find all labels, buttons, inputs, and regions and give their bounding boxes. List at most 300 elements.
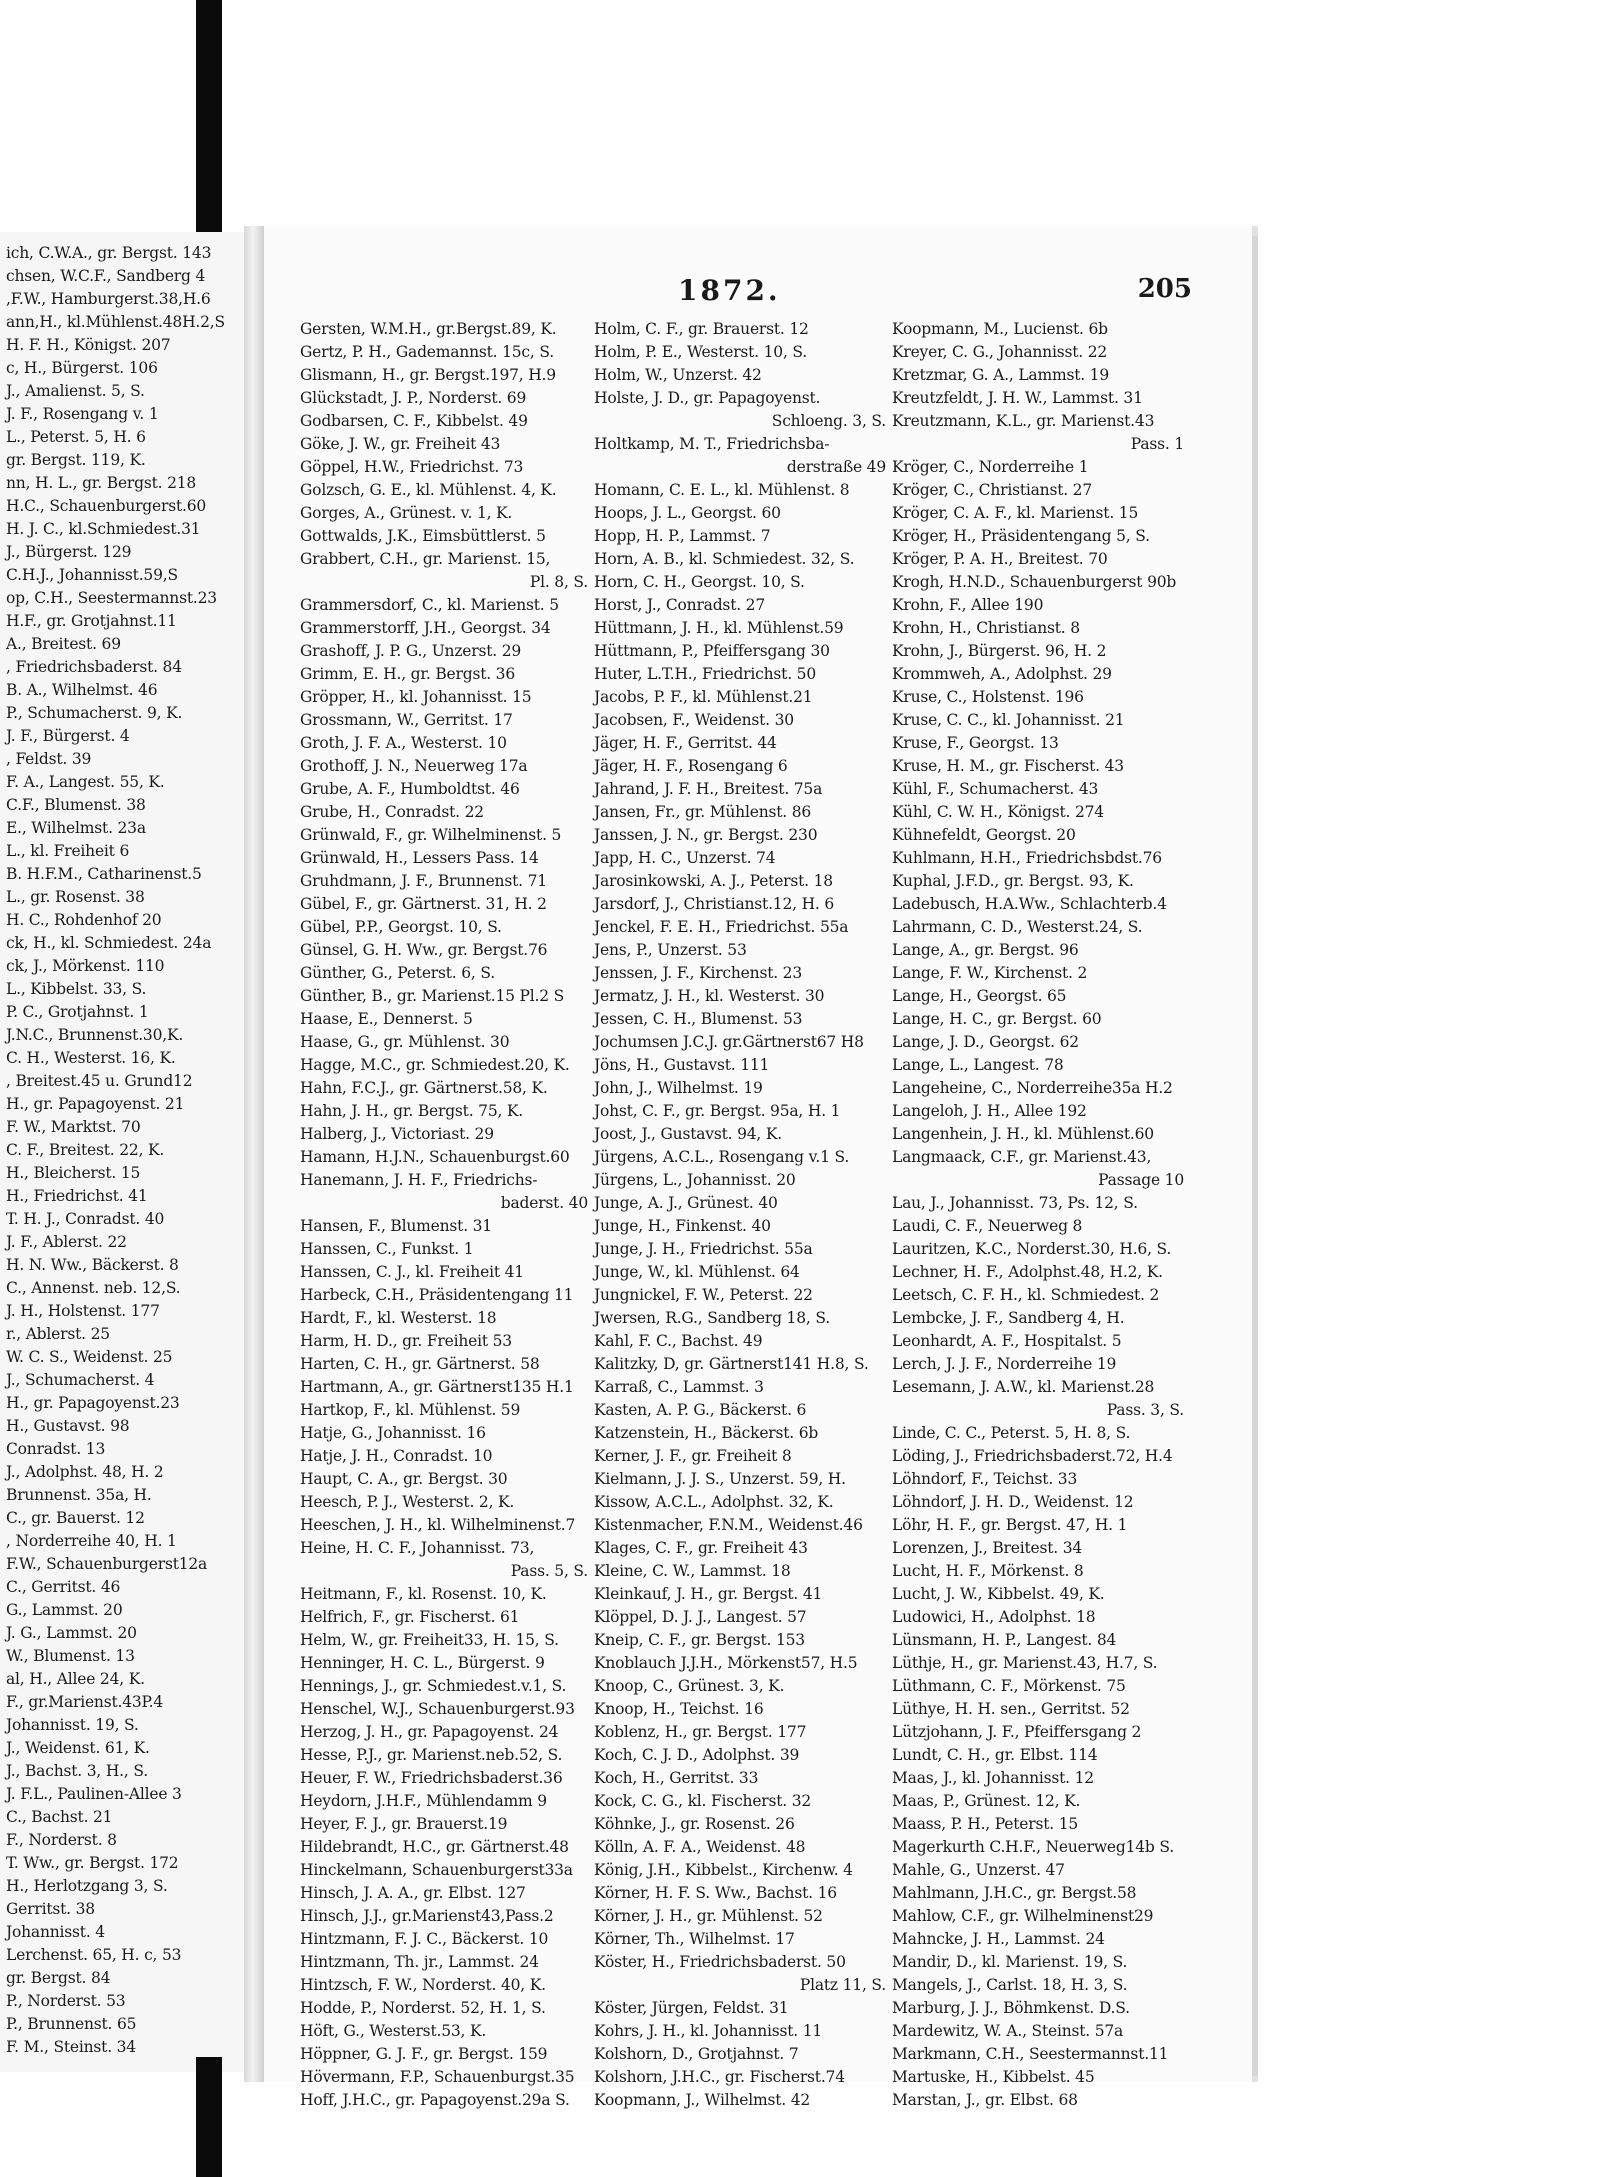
directory-entry: Hagge, M.C., gr. Schmiedest.20, K. (300, 1056, 570, 1074)
directory-entry: Heyer, F. J., gr. Brauerst.19 (300, 1815, 508, 1833)
directory-entry: Kielmann, J. J. S., Unzerst. 59, H. (594, 1470, 846, 1488)
right-page (264, 226, 1252, 2109)
directory-entry: Heesch, P. J., Westerst. 2, K. (300, 1493, 515, 1511)
directory-entry: Conradst. 13 (6, 1440, 106, 1458)
directory-entry: Holtkamp, M. T., Friedrichsba- (594, 435, 830, 453)
directory-entry: Hoops, J. L., Georgst. 60 (594, 504, 781, 522)
directory-entry: Henninger, H. C. L., Bürgerst. 9 (300, 1654, 545, 1672)
directory-entry: Henschel, W.J., Schauenburgerst.93 (300, 1700, 575, 1718)
directory-entry: F., gr.Marienst.43P.4 (6, 1693, 164, 1711)
left-page-text (6, 242, 225, 2059)
directory-entry: Lorenzen, J., Breitest. 34 (892, 1539, 1083, 1557)
directory-entry: J. H., Holstenst. 177 (6, 1302, 160, 1320)
book-spine (244, 226, 264, 2082)
directory-entry: P., Norderst. 53 (6, 1992, 126, 2010)
directory-entry: Kühl, C. W. H., Königst. 274 (892, 803, 1104, 821)
directory-entry: John, J., Wilhelmst. 19 (594, 1079, 763, 1097)
directory-entry: Jacobsen, F., Weidenst. 30 (594, 711, 794, 729)
directory-entry: Martuske, H., Kibbelst. 45 (892, 2068, 1095, 2086)
directory-entry: Horn, A. B., kl. Schmiedest. 32, S. (594, 550, 855, 568)
page-header (264, 274, 1252, 314)
directory-entry: T. Ww., gr. Bergst. 172 (6, 1854, 179, 1872)
directory-entry: H., Bleicherst. 15 (6, 1164, 141, 1182)
directory-entry: Lucht, H. F., Mörkenst. 8 (892, 1562, 1084, 1580)
directory-entry: C., Bachst. 21 (6, 1808, 113, 1826)
directory-entry: Hinsch, J. A. A., gr. Elbst. 127 (300, 1884, 526, 1902)
directory-entry: Höppner, G. J. F., gr. Bergst. 159 (300, 2045, 548, 2063)
directory-entry: C., Annenst. neb. 12,S. (6, 1279, 181, 1297)
directory-entry: P., Brunnenst. 65 (6, 2015, 137, 2033)
directory-entry: Kissow, A.C.L., Adolphst. 32, K. (594, 1493, 834, 1511)
directory-entry: Hodde, P., Norderst. 52, H. 1, S. (300, 1999, 546, 2017)
directory-entry: W., Blumenst. 13 (6, 1647, 135, 1665)
directory-entry: Magerkurth C.H.F., Neuerweg14b S. (892, 1838, 1174, 1856)
directory-entry: Jarsdorf, J., Christianst.12, H. 6 (594, 895, 835, 913)
directory-entry: Helm, W., gr. Freiheit33, H. 15, S. (300, 1631, 559, 1649)
directory-entry: Ludowici, H., Adolphst. 18 (892, 1608, 1096, 1626)
directory-entry: Koch, C. J. D., Adolphst. 39 (594, 1746, 800, 1764)
directory-entry: Hintzmann, F. J. C., Bäckerst. 10 (300, 1930, 549, 1948)
directory-entry: al, H., Allee 24, K. (6, 1670, 145, 1688)
directory-entry: Krohn, J., Bürgerst. 96, H. 2 (892, 642, 1107, 660)
directory-entry: Herzog, J. H., gr. Papagoyenst. 24 (300, 1723, 559, 1741)
directory-entry: Langenhein, J. H., kl. Mühlenst.60 (892, 1125, 1154, 1143)
directory-entry: Kleinkauf, J. H., gr. Bergst. 41 (594, 1585, 823, 1603)
directory-entry: Gerritst. 38 (6, 1900, 95, 1918)
directory-entry: Lange, F. W., Kirchenst. 2 (892, 964, 1088, 982)
directory-entry: Langmaack, C.F., gr. Marienst.43, (892, 1148, 1152, 1166)
directory-entry: Lahrmann, C. D., Westerst.24, S. (892, 918, 1143, 936)
directory-entry: Kreutzmann, K.L., gr. Marienst.43 (892, 412, 1155, 430)
directory-entry: Göke, J. W., gr. Freiheit 43 (300, 435, 501, 453)
directory-entry: H., Herlotzgang 3, S. (6, 1877, 168, 1895)
directory-entry: Junge, J. H., Friedrichst. 55a (594, 1240, 813, 1258)
directory-entry: Koblenz, H., gr. Bergst. 177 (594, 1723, 807, 1741)
page-edge (1252, 236, 1258, 2076)
directory-entry: Mahncke, J. H., Lammst. 24 (892, 1930, 1105, 1948)
directory-entry: J. F., Rosengang v. 1 (6, 405, 159, 423)
directory-entry: Lau, J., Johannisst. 73, Ps. 12, S. (892, 1194, 1138, 1212)
directory-entry: Koopmann, J., Wilhelmst. 42 (594, 2091, 811, 2109)
directory-entry: Kleine, C. W., Lammst. 18 (594, 1562, 791, 1580)
directory-entry: Lauritzen, K.C., Norderst.30, H.6, S. (892, 1240, 1172, 1258)
directory-entry: Mahlow, C.F., gr. Wilhelminenst29 (892, 1907, 1154, 1925)
directory-entry: Mangels, J., Carlst. 18, H. 3, S. (892, 1976, 1128, 1994)
directory-entry: Jochumsen J.C.J. gr.Gärtnerst67 H8 (594, 1033, 864, 1051)
directory-entry: Hoff, J.H.C., gr. Papagoyenst.29a S. (300, 2091, 570, 2109)
directory-entry: Günther, G., Peterst. 6, S. (300, 964, 495, 982)
directory-entry: Gersten, W.M.H., gr.Bergst.89, K. (300, 320, 557, 338)
directory-entry: Maass, P. H., Peterst. 15 (892, 1815, 1079, 1833)
directory-entry: Kruse, C. C., kl. Johannisst. 21 (892, 711, 1125, 729)
directory-entry: H.F., gr. Grotjahnst.11 (6, 612, 177, 630)
directory-entry: Harm, H. D., gr. Freiheit 53 (300, 1332, 512, 1350)
directory-entry: Langeheine, C., Norderreihe35a H.2 (892, 1079, 1173, 1097)
directory-entry: Kuphal, J.F.D., gr. Bergst. 93, K. (892, 872, 1134, 890)
directory-entry: C.F., Blumenst. 38 (6, 796, 146, 814)
directory-entry: Kolshorn, J.H.C., gr. Fischerst.74 (594, 2068, 845, 2086)
directory-entry: nn, H. L., gr. Bergst. 218 (6, 474, 197, 492)
directory-entry: Krommweh, A., Adolphst. 29 (892, 665, 1112, 683)
directory-entry: Gertz, P. H., Gademannst. 15c, S. (300, 343, 554, 361)
directory-entry: gr. Bergst. 119, K. (6, 451, 146, 469)
directory-entry: F. W., Marktst. 70 (6, 1118, 141, 1136)
directory-entry: Jungnickel, F. W., Peterst. 22 (594, 1286, 813, 1304)
directory-entry: Lerch, J. J. F., Norderreihe 19 (892, 1355, 1117, 1373)
directory-entry: J. F., Ablerst. 22 (6, 1233, 127, 1251)
directory-entry: Koopmann, M., Lucienst. 6b (892, 320, 1108, 338)
directory-entry: Grammerstorff, J.H., Georgst. 34 (300, 619, 551, 637)
directory-entry: Helfrich, F., gr. Fischerst. 61 (300, 1608, 520, 1626)
directory-entry: Karraß, C., Lammst. 3 (594, 1378, 764, 1396)
directory-entry: Köhnke, J., gr. Rosenst. 26 (594, 1815, 795, 1833)
directory-entry: Hardt, F., kl. Westerst. 18 (300, 1309, 497, 1327)
directory-entry: Gottwalds, J.K., Eimsbüttlerst. 5 (300, 527, 546, 545)
directory-entry: Krohn, F., Allee 190 (892, 596, 1044, 614)
directory-entry: Hartmann, A., gr. Gärtnerst135 H.1 (300, 1378, 574, 1396)
directory-entry: Hanssen, C. J., kl. Freiheit 41 (300, 1263, 524, 1281)
directory-entry: G., Lammst. 20 (6, 1601, 123, 1619)
directory-entry: Marburg, J. J., Böhmkenst. D.S. (892, 1999, 1130, 2017)
directory-entry: Lange, J. D., Georgst. 62 (892, 1033, 1079, 1051)
directory-entry: C. H., Westerst. 16, K. (6, 1049, 176, 1067)
directory-entry: Kretzmar, G. A., Lammst. 19 (892, 366, 1110, 384)
directory-entry: Heeschen, J. H., kl. Wilhelminenst.7 (300, 1516, 576, 1534)
directory-entry: Grünwald, F., gr. Wilhelminenst. 5 (300, 826, 562, 844)
directory-entry: Krohn, H., Christianst. 8 (892, 619, 1080, 637)
directory-entry: Kröger, C., Norderreihe 1 (892, 458, 1089, 476)
directory-entry: Grube, H., Conradst. 22 (300, 803, 484, 821)
directory-entry: Jürgens, L., Johannisst. 20 (594, 1171, 796, 1189)
directory-entry: Haase, E., Dennerst. 5 (300, 1010, 473, 1028)
directory-entry: Japp, H. C., Unzerst. 74 (594, 849, 776, 867)
directory-entry: Haase, G., gr. Mühlenst. 30 (300, 1033, 510, 1051)
directory-entry: Godbarsen, C. F., Kibbelst. 49 (300, 412, 528, 430)
directory-entry: Grossmann, W., Gerritst. 17 (300, 711, 513, 729)
directory-entry: Jansen, Fr., gr. Mühlenst. 86 (594, 803, 812, 821)
directory-entry: J., Schumacherst. 4 (6, 1371, 155, 1389)
directory-entry: Johannisst. 4 (6, 1923, 105, 1941)
directory-entry: Joost, J., Gustavst. 94, K. (594, 1125, 782, 1143)
directory-entry: W. C. S., Weidenst. 25 (6, 1348, 173, 1366)
directory-entry: Hamann, H.J.N., Schauenburgst.60 (300, 1148, 570, 1166)
directory-entry: Kruse, F., Georgst. 13 (892, 734, 1059, 752)
directory-entry: Grimm, E. H., gr. Bergst. 36 (300, 665, 516, 683)
directory-entry: Pass. 3, S. (1106, 1401, 1184, 1419)
directory-entry: Klages, C. F., gr. Freiheit 43 (594, 1539, 808, 1557)
directory-entry: J., Bachst. 3, H., S. (6, 1762, 148, 1780)
directory-entry: Marstan, J., gr. Elbst. 68 (892, 2091, 1078, 2109)
directory-entry: P., Schumacherst. 9, K. (6, 704, 183, 722)
directory-entry: Lüthye, H. H. sen., Gerritst. 52 (892, 1700, 1130, 1718)
directory-entry: Kölln, A. F. A., Weidenst. 48 (594, 1838, 806, 1856)
directory-entry: Jarosinkowski, A. J., Peterst. 18 (594, 872, 833, 890)
binding-clip-bottom (196, 2057, 222, 2177)
directory-entry: Heitmann, F., kl. Rosenst. 10, K. (300, 1585, 547, 1603)
directory-entry: Knoblauch J.J.H., Mörkenst57, H.5 (594, 1654, 858, 1672)
directory-entry: Heydorn, J.H.F., Mühlendamm 9 (300, 1792, 547, 1810)
directory-entry: Jens, P., Unzerst. 53 (594, 941, 747, 959)
directory-entry: Kuhlmann, H.H., Friedrichsbdst.76 (892, 849, 1162, 867)
directory-entry: Heine, H. C. F., Johannisst. 73, (300, 1539, 535, 1557)
directory-entry: Hintzsch, F. W., Norderst. 40, K. (300, 1976, 546, 1994)
directory-entry: Gröpper, H., kl. Johannisst. 15 (300, 688, 532, 706)
directory-entry: J., Amalienst. 5, S. (6, 382, 145, 400)
directory-entry: Horn, C. H., Georgst. 10, S. (594, 573, 805, 591)
directory-entry: Hesse, P.J., gr. Marienst.neb.52, S. (300, 1746, 563, 1764)
directory-entry: Lange, L., Langest. 78 (892, 1056, 1064, 1074)
directory-entry: ck, J., Mörkenst. 110 (6, 957, 165, 975)
directory-entry: Halberg, J., Victoriast. 29 (300, 1125, 494, 1143)
directory-entry: Jenssen, J. F., Kirchenst. 23 (594, 964, 802, 982)
directory-entry: Lechner, H. F., Adolphst.48, H.2, K. (892, 1263, 1163, 1281)
directory-entry: Hopp, H. P., Lammst. 7 (594, 527, 771, 545)
directory-entry: Hüttmann, P., Pfeiffersgang 30 (594, 642, 830, 660)
directory-entry: Jöns, H., Gustavst. 111 (594, 1056, 770, 1074)
directory-entry: Lünsmann, H. P., Langest. 84 (892, 1631, 1117, 1649)
directory-entry: derstraße 49 (786, 458, 886, 476)
directory-entry: Kröger, C. A. F., kl. Marienst. 15 (892, 504, 1139, 522)
directory-entry: Köster, Jürgen, Feldst. 31 (594, 1999, 789, 2017)
directory-entry: H. N. Ww., Bäckerst. 8 (6, 1256, 179, 1274)
directory-entry: Günsel, G. H. Ww., gr. Bergst.76 (300, 941, 548, 959)
directory-entry: Kröger, H., Präsidentengang 5, S. (892, 527, 1150, 545)
directory-entry: Göppel, H.W., Friedrichst. 73 (300, 458, 524, 476)
directory-entry: Hanemann, J. H. F., Friedrichs- (300, 1171, 538, 1189)
directory-entry: Jwersen, R.G., Sandberg 18, S. (594, 1309, 830, 1327)
directory-column-1 (300, 318, 588, 2109)
directory-entry: Langeloh, J. H., Allee 192 (892, 1102, 1087, 1120)
directory-entry: H.C., Schauenburgerst.60 (6, 497, 207, 515)
directory-entry: Löding, J., Friedrichsbaderst.72, H.4 (892, 1447, 1173, 1465)
directory-entry: , Norderreihe 40, H. 1 (6, 1532, 177, 1550)
directory-entry: Mahlmann, J.H.C., gr. Bergst.58 (892, 1884, 1137, 1902)
directory-entry: Holm, C. F., gr. Brauerst. 12 (594, 320, 809, 338)
directory-entry: Kerner, J. F., gr. Freiheit 8 (594, 1447, 792, 1465)
directory-entry: L., Peterst. 5, H. 6 (6, 428, 146, 446)
directory-entry: Pass. 1 (1130, 435, 1184, 453)
directory-entry: r., Ablerst. 25 (6, 1325, 110, 1343)
directory-entry: A., Breitest. 69 (6, 635, 121, 653)
directory-entry: König, J.H., Kibbelst., Kirchenw. 4 (594, 1861, 853, 1879)
directory-entry: Jürgens, A.C.L., Rosengang v.1 S. (594, 1148, 850, 1166)
directory-entry: E., Wilhelmst. 23a (6, 819, 146, 837)
directory-entry: Glückstadt, J. P., Norderst. 69 (300, 389, 527, 407)
directory-entry: Holm, W., Unzerst. 42 (594, 366, 762, 384)
directory-entry: c, H., Bürgerst. 106 (6, 359, 158, 377)
directory-entry: B. H.F.M., Catharinenst.5 (6, 865, 202, 883)
directory-entry: Koch, H., Gerritst. 33 (594, 1769, 759, 1787)
directory-entry: H., Gustavst. 98 (6, 1417, 130, 1435)
directory-entry: Jermatz, J. H., kl. Westerst. 30 (594, 987, 825, 1005)
directory-entry: Lüthmann, C. F., Mörkenst. 75 (892, 1677, 1126, 1695)
directory-entry: Groth, J. F. A., Westerst. 10 (300, 734, 507, 752)
directory-entry: Mahle, G., Unzerst. 47 (892, 1861, 1065, 1879)
directory-entry: Ladebusch, H.A.Ww., Schlachterb.4 (892, 895, 1167, 913)
directory-entry: Junge, A. J., Grünest. 40 (594, 1194, 778, 1212)
directory-entry: Kruse, C., Holstenst. 196 (892, 688, 1084, 706)
directory-entry: Hövermann, F.P., Schauenburgst.35 (300, 2068, 575, 2086)
directory-entry: Grünwald, H., Lessers Pass. 14 (300, 849, 539, 867)
directory-entry: H. J. C., kl.Schmiedest.31 (6, 520, 201, 538)
directory-entry: J.N.C., Brunnenst.30,K. (6, 1026, 184, 1044)
directory-entry: Golzsch, G. E., kl. Mühlenst. 4, K. (300, 481, 557, 499)
directory-entry: Hatje, G., Johannisst. 16 (300, 1424, 486, 1442)
directory-entry: Janssen, J. N., gr. Bergst. 230 (594, 826, 818, 844)
directory-entry: Kahl, F. C., Bachst. 49 (594, 1332, 763, 1350)
directory-entry: Lucht, J. W., Kibbelst. 49, K. (892, 1585, 1105, 1603)
directory-entry: Löhndorf, F., Teichst. 33 (892, 1470, 1078, 1488)
directory-entry: Homann, C. E. L., kl. Mühlenst. 8 (594, 481, 850, 499)
directory-entry: Köster, H., Friedrichsbaderst. 50 (594, 1953, 846, 1971)
directory-entry: Kreutzfeldt, J. H. W., Lammst. 31 (892, 389, 1143, 407)
directory-entry: Klöppel, D. J. J., Langest. 57 (594, 1608, 807, 1626)
directory-entry: Jäger, H. F., Rosengang 6 (594, 757, 788, 775)
directory-entry: gr. Bergst. 84 (6, 1969, 111, 1987)
directory-entry: ich, C.W.A., gr. Bergst. 143 (6, 244, 212, 262)
directory-entry: H., Friedrichst. 41 (6, 1187, 148, 1205)
page-year: 1872. (678, 274, 781, 307)
directory-entry: L., kl. Freiheit 6 (6, 842, 130, 860)
directory-entry: , Feldst. 39 (6, 750, 92, 768)
directory-entry: Grube, A. F., Humboldtst. 46 (300, 780, 520, 798)
directory-entry: Jahrand, J. F. H., Breitest. 75a (594, 780, 823, 798)
directory-entry: Kistenmacher, F.N.M., Weidenst.46 (594, 1516, 863, 1534)
directory-entry: Pl. 8, S. (529, 573, 588, 591)
directory-entry: Junge, H., Finkenst. 40 (594, 1217, 771, 1235)
directory-entry: Lange, H. C., gr. Bergst. 60 (892, 1010, 1102, 1028)
directory-entry: H. F. H., Königst. 207 (6, 336, 171, 354)
directory-entry: Lange, A., gr. Bergst. 96 (892, 941, 1079, 959)
directory-entry: Hansen, F., Blumenst. 31 (300, 1217, 492, 1235)
directory-entry: Lerchenst. 65, H. c, 53 (6, 1946, 182, 1964)
directory-entry: L., Kibbelst. 33, S. (6, 980, 147, 998)
directory-entry: Kock, C. G., kl. Fischerst. 32 (594, 1792, 812, 1810)
directory-entry: Heuer, F. W., Friedrichsbaderst.36 (300, 1769, 563, 1787)
directory-entry: Kreyer, C. G., Johannisst. 22 (892, 343, 1108, 361)
directory-entry: Kruse, H. M., gr. Fischerst. 43 (892, 757, 1124, 775)
directory-entry: C.H.J., Johannisst.59,S (6, 566, 178, 584)
directory-column-2 (594, 318, 886, 2109)
directory-entry: Laudi, C. F., Neuerweg 8 (892, 1217, 1083, 1235)
directory-entry: Jacobs, P. F., kl. Mühlenst.21 (594, 688, 813, 706)
directory-entry: H., gr. Papagoyenst.23 (6, 1394, 180, 1412)
directory-entry: Grabbert, C.H., gr. Marienst. 15, (300, 550, 551, 568)
directory-entry: Holste, J. D., gr. Papagoyenst. (594, 389, 821, 407)
directory-entry: Lesemann, J. A.W., kl. Marienst.28 (892, 1378, 1155, 1396)
directory-entry: Platz 11, S. (799, 1976, 886, 1994)
directory-entry: Hinsch, J.J., gr.Marienst43,Pass.2 (300, 1907, 554, 1925)
directory-entry: Lundt, C. H., gr. Elbst. 114 (892, 1746, 1098, 1764)
directory-entry: Kröger, P. A. H., Breitest. 70 (892, 550, 1108, 568)
directory-entry: Jessen, C. H., Blumenst. 53 (594, 1010, 803, 1028)
directory-entry: , Friedrichsbaderst. 84 (6, 658, 182, 676)
directory-entry: Harbeck, C.H., Präsidentengang 11 (300, 1286, 574, 1304)
directory-entry: ann,H., kl.Mühlenst.48H.2,S (6, 313, 225, 331)
directory-entry: Linde, C. C., Peterst. 5, H. 8, S. (892, 1424, 1131, 1442)
directory-entry: Junge, W., kl. Mühlenst. 64 (594, 1263, 800, 1281)
directory-entry: Schloeng. 3, S. (771, 412, 886, 430)
directory-entry: T. H. J., Conradst. 40 (6, 1210, 165, 1228)
directory-entry: Hildebrandt, H.C., gr. Gärtnerst.48 (300, 1838, 569, 1856)
directory-entry: Maas, J., kl. Johannisst. 12 (892, 1769, 1094, 1787)
directory-entry: J., Weidenst. 61, K. (6, 1739, 150, 1757)
directory-entry: F. A., Langest. 55, K. (6, 773, 165, 791)
directory-entry: op, C.H., Seestermannst.23 (6, 589, 217, 607)
directory-entry: Knoop, H., Teichst. 16 (594, 1700, 764, 1718)
directory-entry: Knoop, C., Grünest. 3, K. (594, 1677, 785, 1695)
directory-entry: Huter, L.T.H., Friedrichst. 50 (594, 665, 816, 683)
directory-entry: Kühl, F., Schumacherst. 43 (892, 780, 1099, 798)
directory-entry: Kneip, C. F., gr. Bergst. 153 (594, 1631, 805, 1649)
directory-entry: Jäger, H. F., Gerritst. 44 (594, 734, 777, 752)
directory-entry: Johst, C. F., gr. Bergst. 95a, H. 1 (594, 1102, 841, 1120)
directory-entry: Pass. 5, S. (510, 1562, 588, 1580)
directory-entry: , Breitest.45 u. Grund12 (6, 1072, 193, 1090)
directory-entry: Grothoff, J. N., Neuerweg 17a (300, 757, 528, 775)
directory-entry: Hinckelmann, Schauenburgerst33a (300, 1861, 573, 1879)
directory-entry: Körner, J. H., gr. Mühlenst. 52 (594, 1907, 823, 1925)
directory-entry: Jenckel, F. E. H., Friedrichst. 55a (594, 918, 849, 936)
directory-entry: H., gr. Papagoyenst. 21 (6, 1095, 185, 1113)
left-page (0, 232, 246, 2072)
directory-entry: Johannisst. 19, S. (6, 1716, 139, 1734)
directory-entry: Leetsch, C. F. H., kl. Schmiedest. 2 (892, 1286, 1160, 1304)
directory-entry: Glismann, H., gr. Bergst.197, H.9 (300, 366, 556, 384)
directory-entry: Lange, H., Georgst. 65 (892, 987, 1067, 1005)
directory-entry: Kröger, C., Christianst. 27 (892, 481, 1092, 499)
directory-entry: J. G., Lammst. 20 (6, 1624, 137, 1642)
directory-entry: J. F.L., Paulinen-Allee 3 (6, 1785, 182, 1803)
directory-entry: Grashoff, J. P. G., Unzerst. 29 (300, 642, 522, 660)
directory-entry: Kühnefeldt, Georgst. 20 (892, 826, 1076, 844)
directory-entry: Lützjohann, J. F., Pfeiffersgang 2 (892, 1723, 1142, 1741)
directory-entry: Gorges, A., Grünest. v. 1, K. (300, 504, 513, 522)
directory-entry: Gübel, F., gr. Gärtnerst. 31, H. 2 (300, 895, 547, 913)
directory-entry: Katzenstein, H., Bäckerst. 6b (594, 1424, 819, 1442)
directory-entry: Mandir, D., kl. Marienst. 19, S. (892, 1953, 1128, 1971)
directory-entry: J. F., Bürgerst. 4 (6, 727, 130, 745)
directory-entry: Haupt, C. A., gr. Bergst. 30 (300, 1470, 508, 1488)
directory-entry: F.W., Schauenburgerst12a (6, 1555, 208, 1573)
directory-entry: Passage 10 (1098, 1171, 1184, 1189)
directory-entry: P. C., Grotjahnst. 1 (6, 1003, 149, 1021)
directory-entry: Grammersdorf, C., kl. Marienst. 5 (300, 596, 559, 614)
directory-entry: Körner, Th., Wilhelmst. 17 (594, 1930, 795, 1948)
directory-entry: ck, H., kl. Schmiedest. 24a (6, 934, 212, 952)
directory-entry: Mardewitz, W. A., Steinst. 57a (892, 2022, 1124, 2040)
directory-entry: C., gr. Bauerst. 12 (6, 1509, 145, 1527)
directory-entry: F., Norderst. 8 (6, 1831, 117, 1849)
directory-entry: C., Gerritst. 46 (6, 1578, 121, 1596)
directory-entry: Gübel, P.P., Georgst. 10, S. (300, 918, 502, 936)
binding-clip-top (196, 0, 222, 258)
directory-entry: Körner, H. F. S. Ww., Bachst. 16 (594, 1884, 837, 1902)
page-number: 205 (1137, 274, 1192, 304)
directory-entry: chsen, W.C.F., Sandberg 4 (6, 267, 206, 285)
directory-entry: L., gr. Rosenst. 38 (6, 888, 145, 906)
directory-entry: Kolshorn, D., Grotjahnst. 7 (594, 2045, 799, 2063)
directory-entry: Kohrs, J. H., kl. Johannisst. 11 (594, 2022, 823, 2040)
directory-entry: C. F., Breitest. 22, K. (6, 1141, 165, 1159)
directory-entry: Hüttmann, J. H., kl. Mühlenst.59 (594, 619, 844, 637)
directory-entry: Höft, G., Westerst.53, K. (300, 2022, 487, 2040)
directory-entry: Brunnenst. 35a, H. (6, 1486, 152, 1504)
directory-entry: Harten, C. H., gr. Gärtnerst. 58 (300, 1355, 540, 1373)
directory-entry: Gruhdmann, J. F., Brunnenst. 71 (300, 872, 547, 890)
directory-entry: H. C., Rohdenhof 20 (6, 911, 162, 929)
directory-entry: baderst. 40 (500, 1194, 588, 1212)
